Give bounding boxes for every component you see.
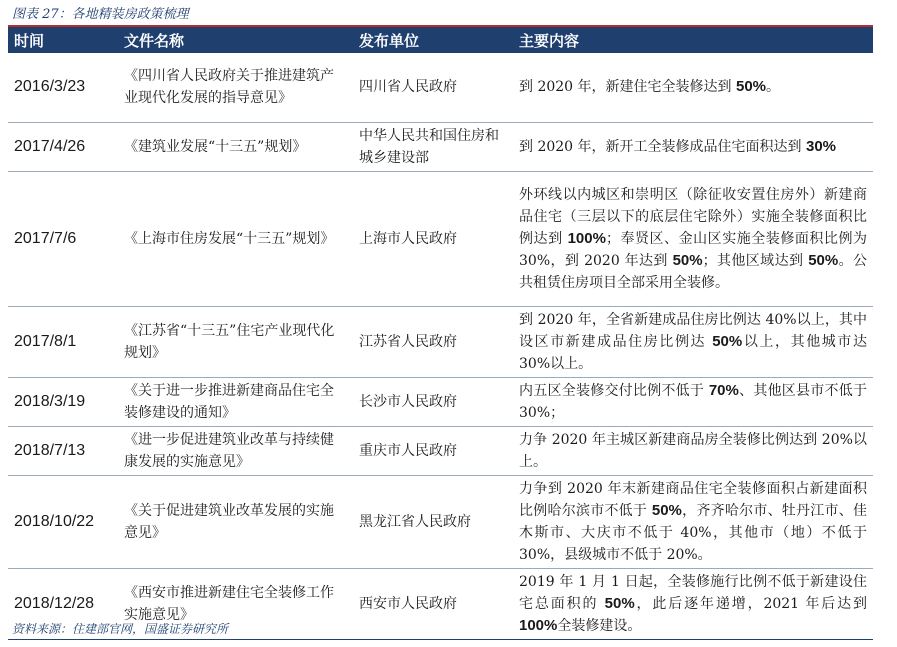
highlight-percent: 100% [519,616,558,634]
row-document: 《西安市推进新建住宅全装修工作实施意见》 [118,568,353,639]
table-row [8,171,873,306]
row-date: 2018/3/19 [8,377,118,426]
row-issuer: 江苏省人民政府 [353,306,513,377]
row-content [513,377,873,426]
content-text: 全装修建设。 [557,617,642,634]
row-content [513,306,873,377]
table-row [8,475,873,568]
bottom-rule [8,639,873,640]
highlight-percent: 50% [712,332,743,350]
row-date: 2018/10/22 [8,475,118,568]
table-row [8,122,873,171]
content-text: ；奉贤区、金山区实施全装修面积比例为 30%，到 2020 年达到 [519,230,867,269]
row-content [513,122,873,171]
row-issuer: 四川省人民政府 [353,53,513,122]
content-text: 到 2020 年，全省新建成品住房比例达 40%以上，其中设区市新建成品住房比例达 [519,311,867,350]
table-header-row [8,27,873,53]
row-document: 《四川省人民政府关于推进建筑产业现代化发展的指导意见》 [118,53,353,122]
table-row [8,377,873,426]
row-date: 2018/7/13 [8,426,118,475]
content-text: ，此后逐年递增，2021 年后达到 [634,595,867,612]
content-text: 力争 2020 年主城区新建商品房全装修比例达到 20%以上。 [519,431,867,470]
row-document: 《建筑业发展“十三五”规划》 [118,122,353,171]
table-row [8,426,873,475]
row-date: 2017/8/1 [8,306,118,377]
header-issuer: 发布单位 [359,31,420,50]
row-content [513,475,873,568]
row-document: 《上海市住房发展“十三五”规划》 [118,171,353,306]
source-note: 资料来源：住建部官网，国盛证券研究所 [12,622,229,636]
content-text: 。公共租赁住房项目全部采用全装修。 [519,252,867,291]
header-content: 主要内容 [519,31,580,50]
content-text: 。 [766,79,781,96]
header-document: 文件名称 [124,31,185,50]
row-document: 《进一步促进建筑业改革与持续健康发展的实施意见》 [118,426,353,475]
content-text: 内五区全装修交付比例不低于 [519,382,709,399]
highlight-percent: 50% [808,251,839,269]
row-issuer: 中华人民共和国住房和城乡建设部 [353,122,513,171]
row-document: 《关于进一步推进新建商品住宅全装修建设的通知》 [118,377,353,426]
row-issuer: 重庆市人民政府 [353,426,513,475]
row-date: 2016/3/23 [8,53,118,122]
table-row [8,306,873,377]
highlight-percent: 100% [567,229,606,247]
content-text: 到 2020 年，新建住宅全装修达到 [519,79,736,96]
row-issuer: 长沙市人民政府 [353,377,513,426]
content-text: ，齐齐哈尔市、牡丹江市、佳木斯市、大庆市不低于 40%，其他市（地）不低于 30%，县级城市不低于 20%。 [519,502,868,563]
policy-table [8,27,873,640]
figure-caption: 图表 27：各地精装房政策梳理 [12,7,189,22]
highlight-percent: 50% [651,501,682,519]
content-text: 2019 年 1 月 1 日起，全装修施行比例不低于新建设住宅总面积的 [519,573,867,612]
content-text: 外环线以内城区和崇明区（除征收安置住房外）新建商品住宅（三层以下的底层住宅除外）实施全装修面积比例达到 [519,186,867,247]
row-date: 2017/4/26 [8,122,118,171]
content-text: 到 2020 年，新开工全装修成品住宅面积达到 [519,138,806,155]
row-issuer: 西安市人民政府 [353,568,513,639]
highlight-percent: 30% [805,137,837,155]
row-content [513,53,873,122]
highlight-percent: 50% [672,251,703,269]
row-issuer: 黑龙江省人民政府 [353,475,513,568]
table-row [8,53,873,122]
row-date: 2018/12/28 [8,568,118,639]
content-text: 、其他区县市不低于 30%； [519,382,868,421]
row-document: 《江苏省“十三五”住宅产业现代化规划》 [118,306,353,377]
content-text: ；其他区域达到 [702,252,809,269]
row-issuer: 上海市人民政府 [353,171,513,306]
content-text: 以上，其他城市达 30%以上。 [519,333,868,372]
row-content [513,426,873,475]
highlight-percent: 50% [604,594,635,612]
highlight-percent: 50% [735,78,767,96]
content-text: 力争到 2020 年末新建商品住宅全装修面积占新建面积比例哈尔滨市不低于 [519,480,867,519]
row-content [513,171,873,306]
row-document: 《关于促进建筑业改革发展的实施意见》 [118,475,353,568]
header-time: 时间 [14,31,45,50]
row-content [513,568,873,639]
highlight-percent: 70% [708,381,739,399]
row-date: 2017/7/6 [8,171,118,306]
